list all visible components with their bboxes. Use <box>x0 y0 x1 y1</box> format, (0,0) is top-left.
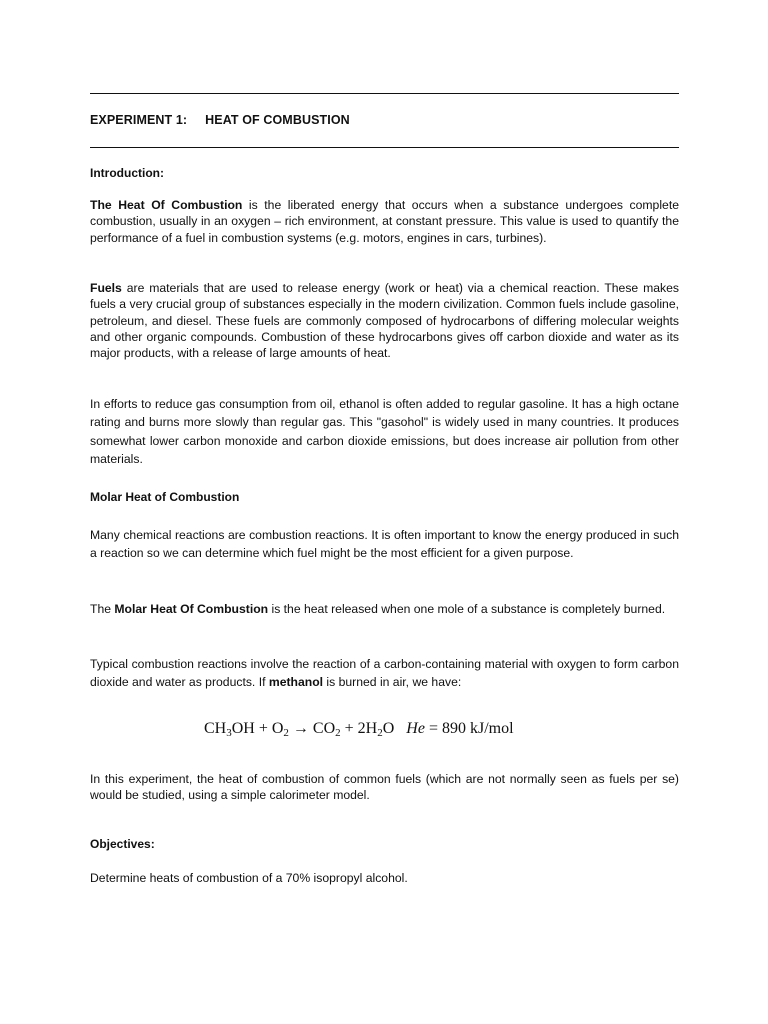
methanol-combustion-equation: $CH_3OH + O_2 \to CO_2 + 2H_2O$ He = 890 kJ/mol <box>204 720 514 739</box>
molar-heat-term: Molar Heat Of Combustion <box>114 602 269 616</box>
molar-paragraph-3: Typical combustion reactions involve the reaction of a carbon-containing material with oxygen to form carbon dioxide and water as products. If methanol is burned in air, we have: <box>90 657 679 690</box>
introduction-heading: Introduction: <box>90 166 164 180</box>
intro-paragraph-2: Fuels are materials that are used to release energy (work or heat) via a chemical reaction. These makes fuels a very crucial group of substances especially in the modern civilization. Common fuels include gasoline, petroleum, and diesel. These fuels are commonly composed of hydrocarbons of differing molecular weights and other organic compounds. Combustion of these hydrocarbons gives off carbon dioxide and water as its major products, with a release of large amounts of heat. <box>90 281 679 361</box>
molar-paragraph-2: The Molar Heat Of Combustion is the heat released when one mole of a substance is completely burned. <box>90 602 666 616</box>
bottom-rule <box>90 147 679 148</box>
fuels-term: Fuels <box>90 281 122 295</box>
enthalpy-symbol: He <box>406 720 425 737</box>
heat-of-combustion-term: The Heat Of Combustion <box>90 198 243 212</box>
experiment-number: EXPERIMENT 1: <box>90 113 188 127</box>
objectives-text: Determine heats of combustion of a 70% isopropyl alcohol. <box>90 871 408 885</box>
objectives-heading: Objectives: <box>90 837 155 851</box>
experiment-title: HEAT OF COMBUSTION <box>205 113 350 127</box>
page-title <box>90 113 350 127</box>
molar-paragraph-4: In this experiment, the heat of combustion of common fuels (which are not normally seen as fuels per se) would be studied, using a simple calorimeter model. <box>90 772 679 803</box>
intro-paragraph-1: The Heat Of Combustion is the liberated energy that occurs when a substance undergoes complete combustion, usually in an oxygen – rich environment, at constant pressure. This value is used to quantify the performance of a fuel in combustion systems (e.g. motors, engines in cars, turbines). <box>90 198 679 245</box>
methanol-term: methanol <box>268 675 324 690</box>
molar-paragraph-1: Many chemical reactions are combustion reactions. It is often important to know the energy produced in such a reaction so we can determine which fuel might be the most efficient for a given purpose. <box>90 528 679 561</box>
top-rule <box>90 93 679 94</box>
enthalpy-value: = 890 kJ/mol <box>424 720 514 737</box>
intro-paragraph-3: In efforts to reduce gas consumption from oil, ethanol is often added to regular gasoline. It has a high octane rating and burns more slowly than regular gas. This "gasohol" is widely used in many countries. It produces somewhat lower carbon monoxide and carbon dioxide emissions, but does increase air pollution from other materials. <box>90 397 679 466</box>
document-page <box>90 0 679 1024</box>
molar-heat-heading: Molar Heat of Combustion <box>90 490 240 504</box>
